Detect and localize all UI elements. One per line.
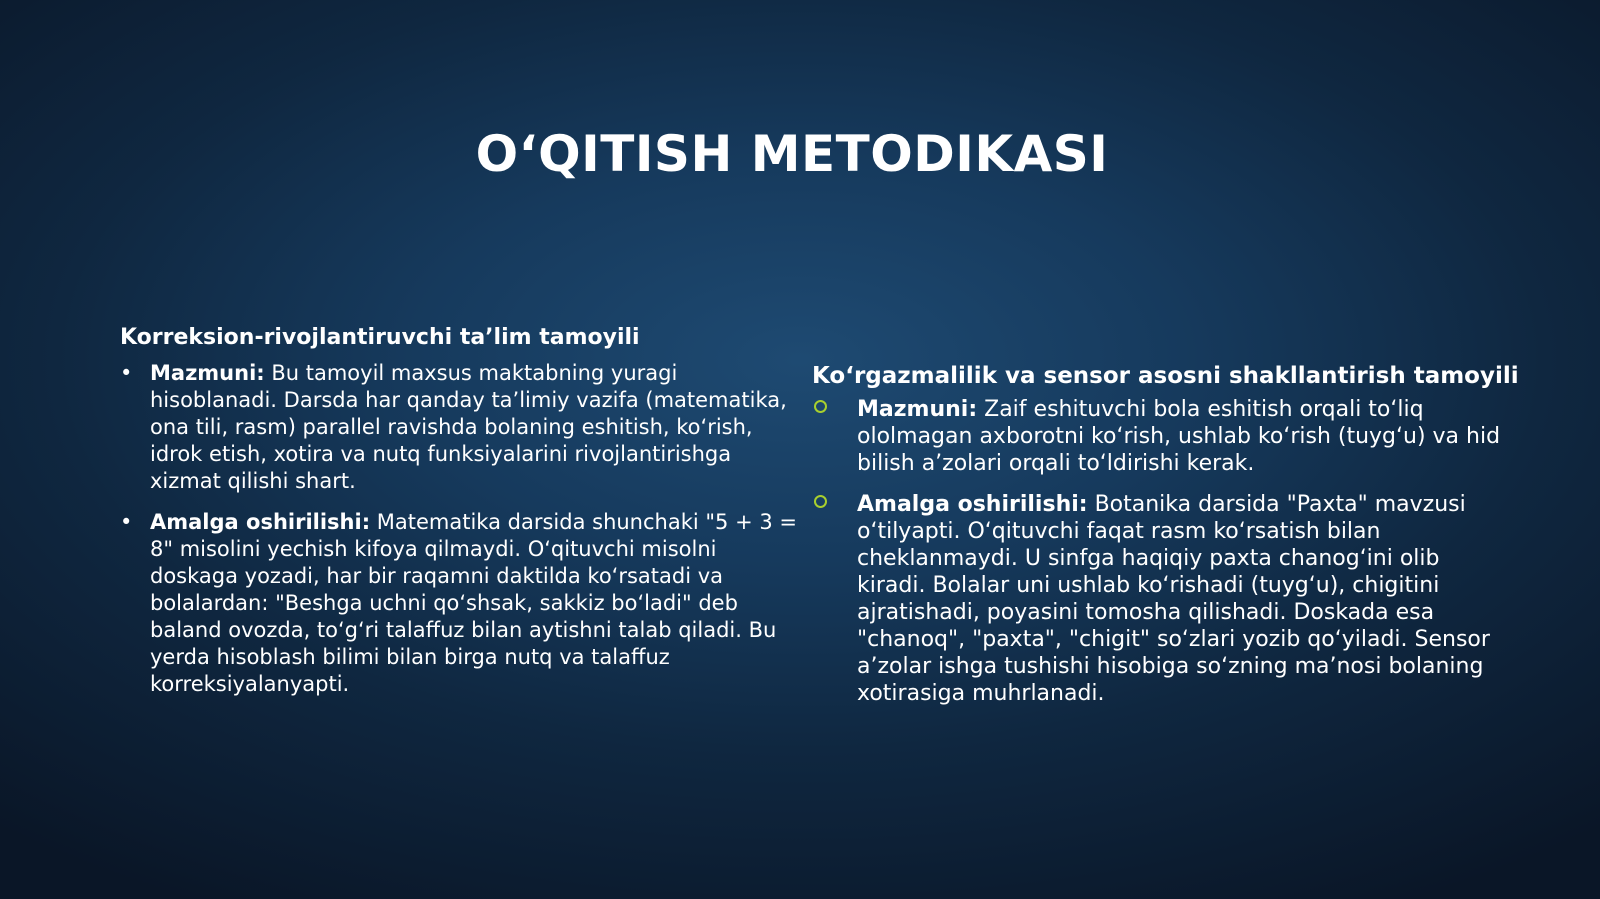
bullet-ring-icon [814,495,827,508]
list-item [120,360,800,495]
list-item [120,509,800,698]
bullet-dot-icon: • [120,361,133,385]
left-bullet-list [120,360,800,698]
right-column-heading: Ko‘rgazmalilik va sensor asosni shakllantirish tamoyili [812,363,1519,389]
list-item [812,491,1502,707]
list-item [812,396,1502,477]
item-label: Mazmuni: [150,361,265,385]
item-label: Amalga oshirilishi: [857,492,1088,517]
item-text: Matematika darsida shunchaki "5 + 3 = 8" misolini yechish kifoya qilmaydi. O‘qituvchi misolni doskaga yozadi, har bir raqamni daktilda ko‘rsatadi va bolalardan: "Beshga uchni qo‘shsak, sakkiz bo‘ladi" deb baland ovozda, to‘g‘ri talaffuz bilan aytishni talab qiladi. Bu yerda hisoblash bilimi bilan birga nutq va talaffuz korreksiyalanyapti. [150,510,797,696]
right-column [812,362,1519,721]
left-column [120,324,800,712]
item-label: Mazmuni: [857,397,978,422]
item-label: Amalga oshirilishi: [150,510,371,534]
item-text: Bu tamoyil maxsus maktabning yuragi hisoblanadi. Darsda har qanday ta’limiy vazifa (matematika, ona tili, rasm) parallel ravishda bolaning eshitish, ko‘rish, idrok etish, xotira va nutq funksiyalarini rivojlantirishga xizmat qilishi shart. [150,361,787,493]
item-text: Botanika darsida "Paxta" mavzusi o‘tilyapti. O‘qituvchi faqat rasm ko‘rsatish bilan cheklanmaydi. U sinfga haqiqiy paxta chanog‘ini olib kiradi. Bolalar uni ushlab ko‘rishadi (tuyg‘u), chigitini ajratishadi, poyasini tomosha qilishadi. Doskada esa "chanoq", "paxta", "chigit" so‘zlari yozib qo‘yiladi. Sensor a’zolar ishga tushishi hisobiga so‘zning ma’nosi bolaning xotirasiga muhrlanadi. [857,492,1490,706]
slide-title: O‘QITISH METODIKASI [475,125,1109,183]
item-text: Zaif eshituvchi bola eshitish orqali to‘liq ololmagan axborotni ko‘rish, ushlab ko‘rish (tuyg‘u) va hid bilish a’zolari orqali to‘ldirishi kerak. [857,397,1501,476]
left-column-heading: Korreksion-rivojlantiruvchi ta’lim tamoyili [120,325,640,350]
bullet-ring-icon [814,400,827,413]
right-bullet-list [812,396,1502,707]
bullet-dot-icon: • [120,510,133,534]
